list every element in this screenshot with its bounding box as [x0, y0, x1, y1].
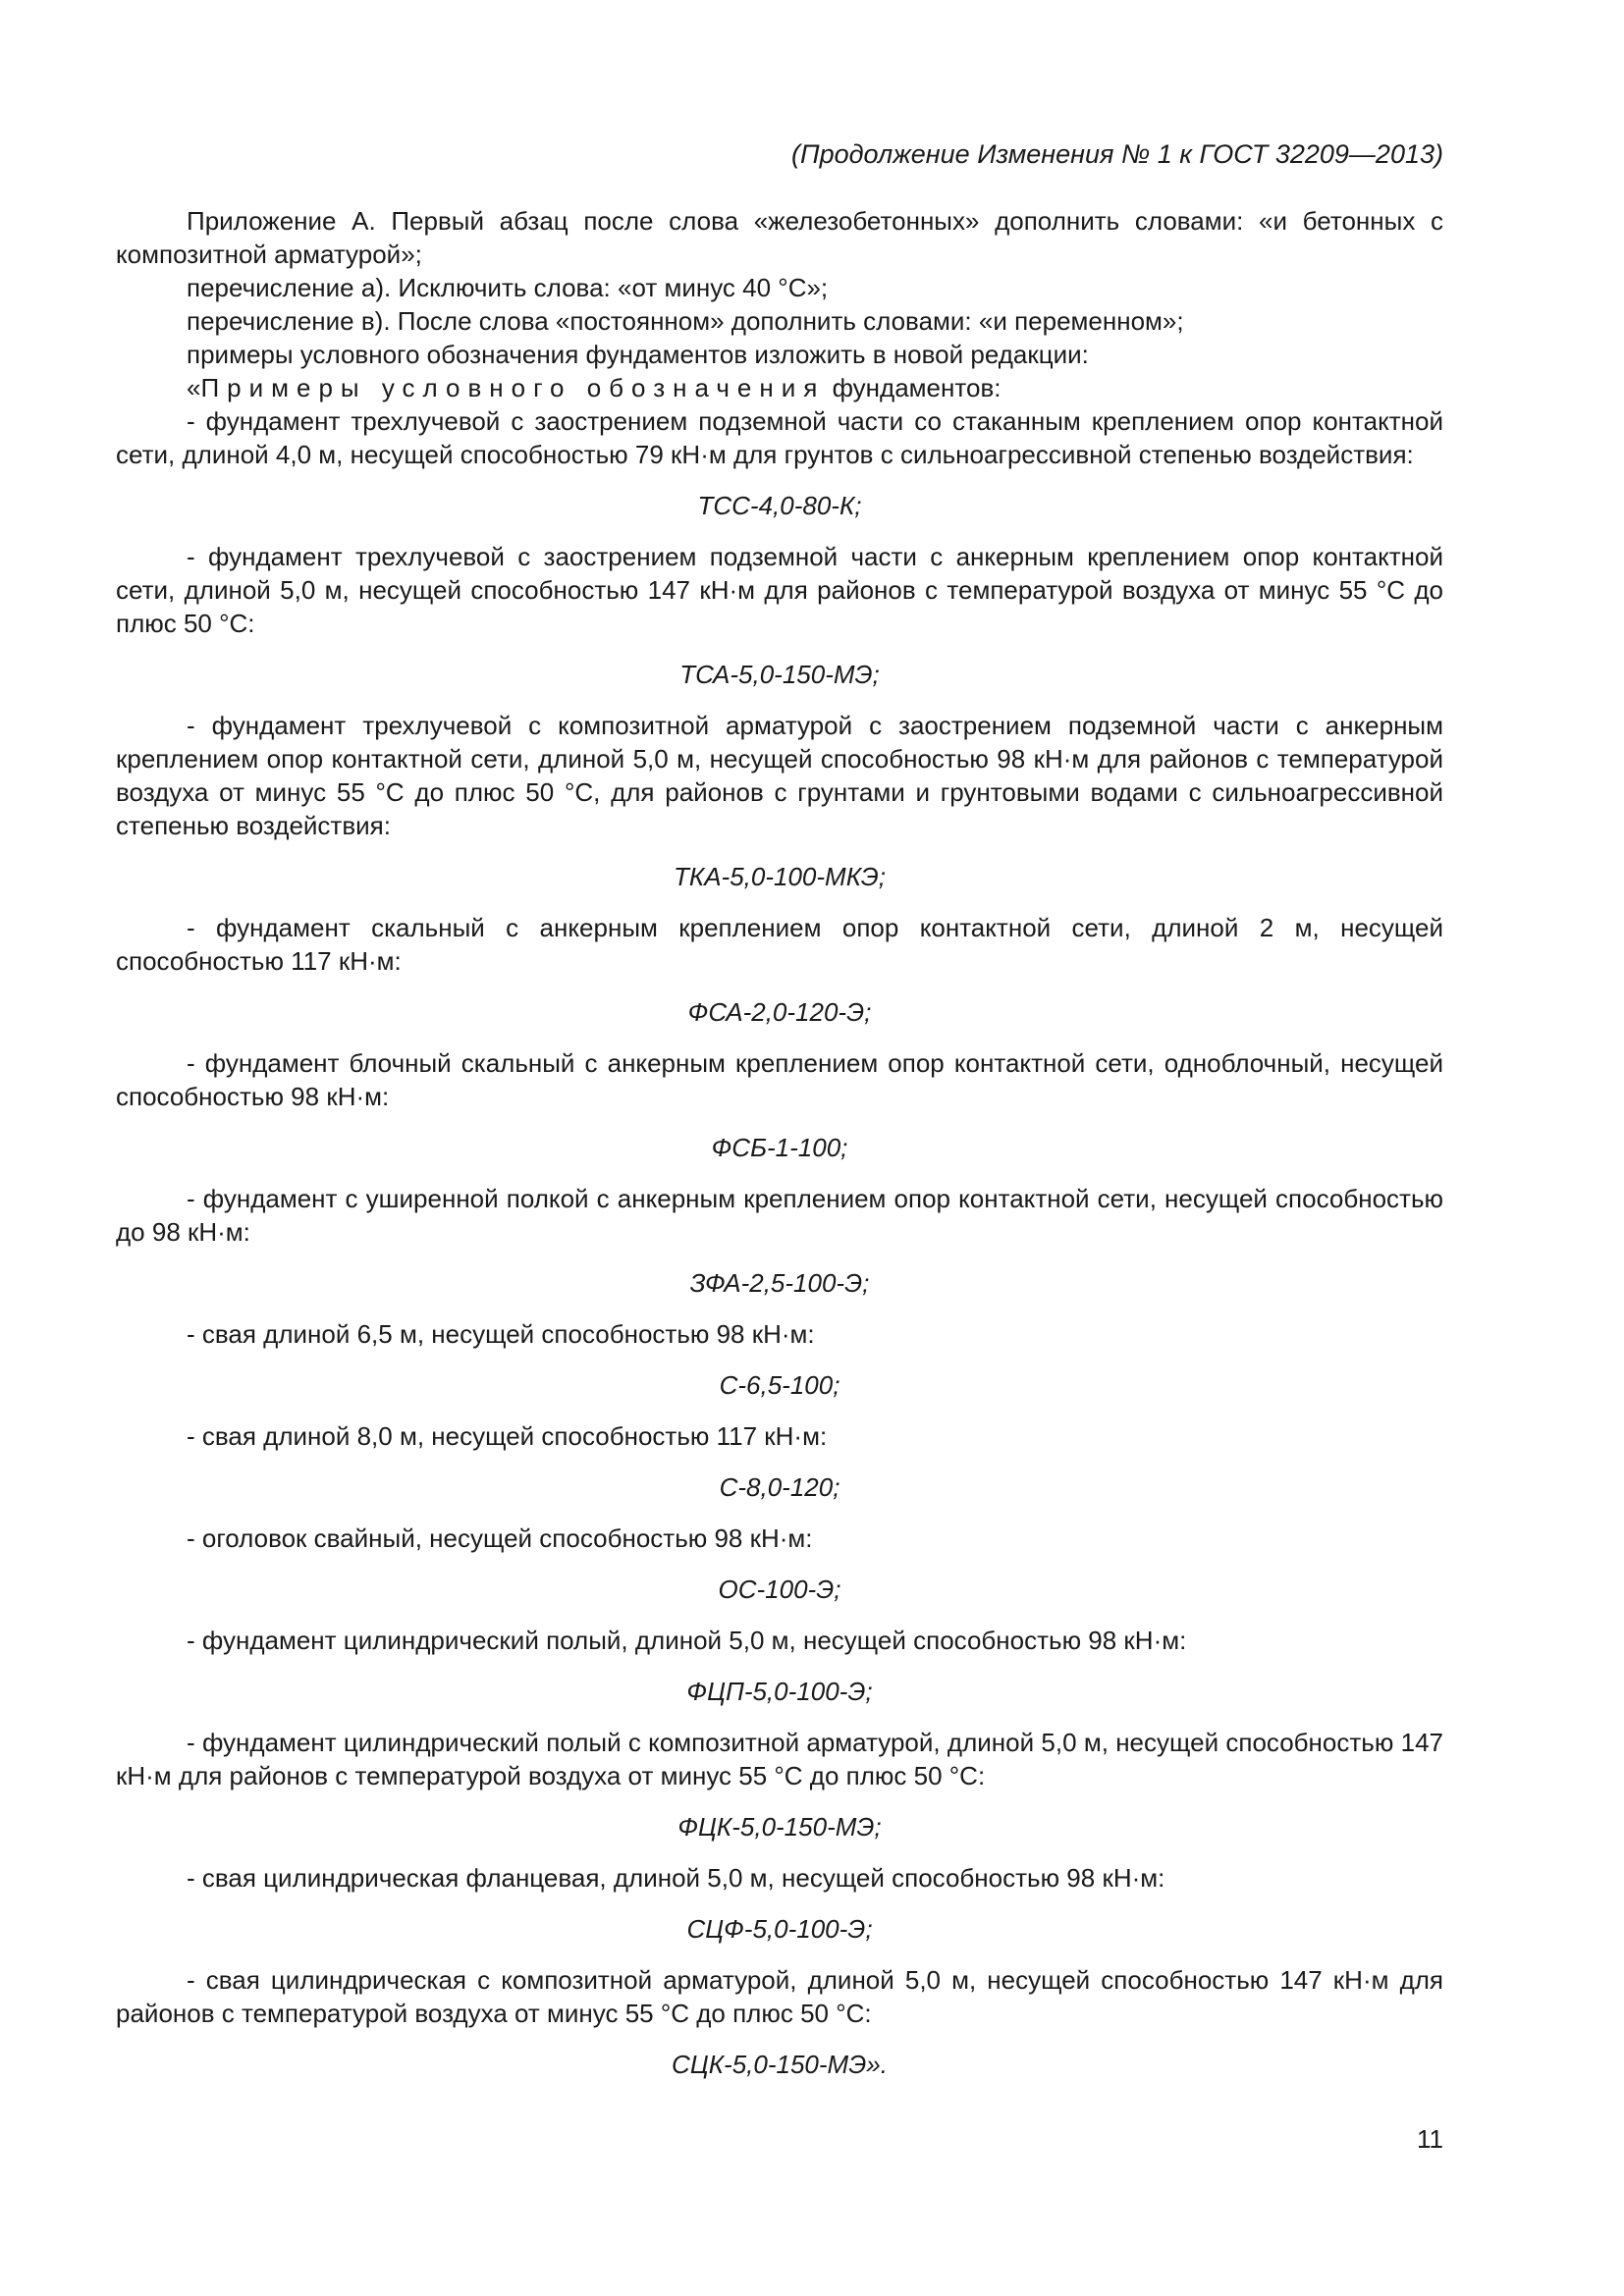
example-description: - фундамент скальный с анкерным креплением опор контактной сети, длиной 2 м, несущей способностью 117 кН·м:	[116, 913, 1443, 976]
example-designation: ТСС-4,0-80-К;	[697, 491, 862, 520]
examples-heading-spaced: Примеры условного обозначения	[200, 373, 826, 402]
page-number: 11	[1417, 2124, 1443, 2154]
example-designation: ФСБ-1-100;	[711, 1133, 848, 1162]
example-description: - свая цилиндрическая с композитной арматурой, длиной 5,0 м, несущей способностью 147 кН·м для районов с температурой воздуха от минус 55 °С до плюс 50 °С:	[116, 1965, 1443, 2028]
intro-paragraph: примеры условного обозначения фундаментов изложить в новой редакции:	[187, 340, 1089, 369]
intro-paragraph: перечисление в). После слова «постоянном» дополнить словами: «и переменном»;	[187, 306, 1184, 336]
example-description: - фундамент трехлучевой с композитной арматурой с заострением подземной части с анкерным креплением опор контактной сети, длиной 5,0 м, несущей способностью 98 кН·м для районов с температурой воздуха от минус 55 °С до плюс 50 °С, для районов с грунтами и грунтовыми водами с сильноагрессивной степенью воздействия:	[116, 711, 1443, 840]
document-page	[116, 137, 1443, 2099]
intro-paragraph: перечисление а). Исключить слова: «от минус 40 °С»;	[187, 273, 829, 302]
example-description: - фундамент трехлучевой с заострением подземной части с анкерным креплением опор контактной сети, длиной 5,0 м, несущей способностью 147 кН·м для районов с температурой воздуха от минус 55 °С до плюс 50 °С:	[116, 542, 1443, 638]
page-header: (Продолжение Изменения № 1 к ГОСТ 32209—2013)	[791, 139, 1443, 169]
example-description: - фундамент трехлучевой с заострением подземной части со стаканным креплением опор контактной сети, длиной 4,0 м, несущей способностью 79 кН·м для грунтов с сильноагрессивной степенью воздействия:	[116, 406, 1443, 469]
example-designation: С-8,0-120;	[719, 1472, 840, 1502]
example-description: - свая длиной 6,5 м, несущей способностью 98 кН·м:	[187, 1319, 815, 1349]
example-description: - свая цилиндрическая фланцевая, длиной 5,0 м, несущей способностью 98 кН·м:	[187, 1863, 1165, 1893]
examples-heading	[116, 371, 1443, 404]
example-description: - свая длиной 8,0 м, несущей способностью 117 кН·м:	[187, 1421, 828, 1451]
example-designation: ТСА-5,0-150-МЭ;	[679, 660, 880, 689]
example-designation: ФЦП-5,0-100-Э;	[686, 1677, 873, 1706]
example-description: - фундамент цилиндрический полый с композитной арматурой, длиной 5,0 м, несущей способностью 147 кН·м для районов с температурой воздуха от минус 55 °С до плюс 50 °С:	[116, 1728, 1443, 1790]
example-description: - оголовок свайный, несущей способностью 98 кН·м:	[187, 1523, 813, 1553]
examples-heading-tail: фундаментов:	[825, 373, 1001, 402]
example-designation: ФСА-2,0-120-Э;	[687, 997, 872, 1027]
example-designation: ЗФА-2,5-100-Э;	[689, 1268, 870, 1298]
example-designation: СЦФ-5,0-100-Э;	[686, 1914, 873, 1944]
example-designation: СЦК-5,0-150-МЭ».	[672, 2050, 888, 2079]
example-description: - фундамент цилиндрический полый, длиной 5,0 м, несущей способностью 98 кН·м:	[187, 1626, 1187, 1655]
example-designation: ТКА-5,0-100-МКЭ;	[674, 862, 886, 891]
example-designation: С-6,5-100;	[719, 1370, 840, 1400]
examples-heading-quote: «	[187, 373, 201, 402]
example-description: - фундамент блочный скальный с анкерным креплением опор контактной сети, одноблочный, несущей способностью 98 кН·м:	[116, 1048, 1443, 1111]
example-description: - фундамент с уширенной полкой с анкерным креплением опор контактной сети, несущей способностью до 98 кН·м:	[116, 1184, 1443, 1247]
intro-paragraph: Приложение А. Первый абзац после слова «железобетонных» дополнить словами: «и бетонных с композитной арматурой»;	[116, 206, 1443, 269]
example-designation: ФЦК-5,0-150-МЭ;	[677, 1812, 882, 1842]
example-designation: ОС-100-Э;	[718, 1575, 841, 1604]
